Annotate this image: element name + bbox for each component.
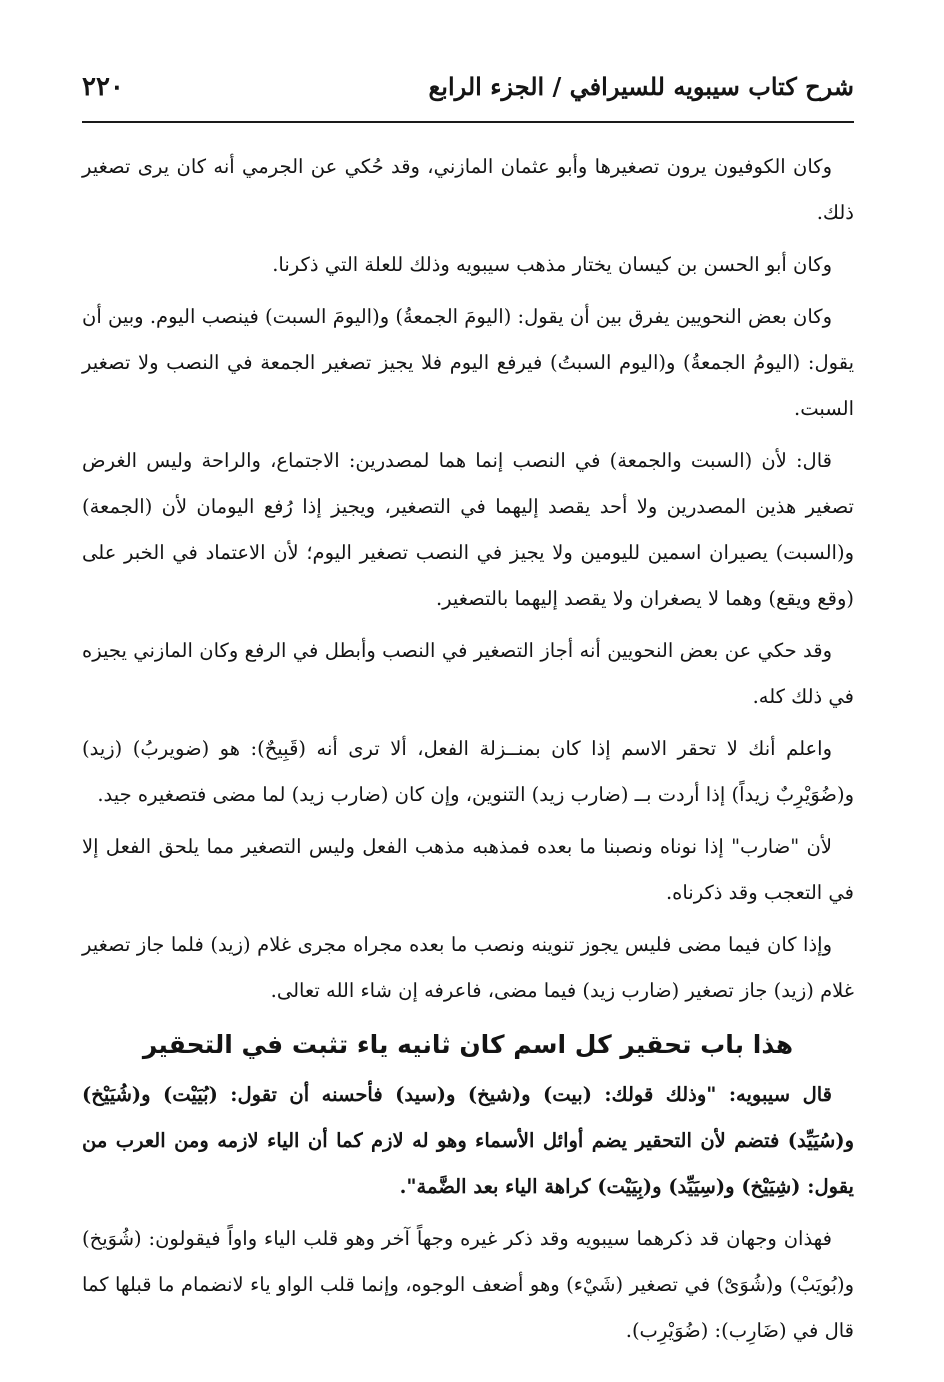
paragraph-6: واعلم أنك لا تحقر الاسم إذا كان بمنــزلة الفعل، ألا ترى أنه (قَبِيحٌ): هو (ضويربُ) (زيد) و(ضُوَيْرِبٌ زيداً) إذا أردت بــ (ضارب زيد) التنوين، وإن كان (ضارب زيد) لما مضى فتصغيره جيد. — [82, 737, 854, 806]
sibawayh-quote: قال سيبويه: "وذلك قولك: (بيت) و(شيخ) و(سيد) فأحسنه أن تقول: (بُيَيْت) و(شُيَيْخ) و(سُيَيِّد) فتضم لأن التحقير يضم أوائل الأسماء وهو له لازم كما أن الياء لازمه ومن العرب من يقول: (شِيَيْخ) و(سِيَيِّد) و(بِيَيْت) كراهة الياء بعد الضَّمة". — [82, 1083, 854, 1198]
paragraph-8: وإذا كان فيما مضى فليس يجوز تنوينه ونصب ما بعده مجراه مجرى غلام (زيد) فلما جاز تصغير غلام (زيد) جاز تصغير (ضارب زيد) فيما مضى، فاعرفه إن شاء الله تعالى. — [82, 933, 854, 1002]
document-page — [82, 60, 854, 1360]
section-heading: هذا باب تحقير كل اسم كان ثانيه ياء تثبت في التحقير — [142, 1030, 794, 1059]
page-number: ٢٢٠ — [82, 72, 124, 102]
paragraph-1: وكان الكوفيون يرون تصغيرها وأبو عثمان المازني، وقد حُكي عن الجرمي أنه كان يرى تصغير ذلك. — [82, 155, 854, 224]
paragraph-3: وكان بعض النحويين يفرق بين أن يقول: (اليومَ الجمعةُ) و(اليومَ السبت) فينصب اليوم. وبين أن يقول: (اليومُ الجمعةُ) و(اليوم السبتُ) فيرفع اليوم فلا يجيز تصغير الجمعة في النصب ولا تصغير السبت. — [82, 305, 854, 420]
section-paragraph-1: فهذان وجهان قد ذكرهما سيبويه وقد ذكر غيره وجهاً آخر وهو قلب الياء واواً فيقولون: (شُوَيخ) و(بُويَبْ) و(شُوَىْ) في تصغير (شَيْء) وهو أضعف الوجوه، وإنما قلب الواو ياء لانضمام ما قبلها كما قال في (ضَارِب): (ضُوَيْرِب). — [82, 1227, 854, 1342]
running-title: شرح كتاب سيبويه للسيرافي / الجزء الرابع — [428, 72, 854, 101]
paragraph-4: قال: لأن (السبت والجمعة) في النصب إنما هما لمصدرين: الاجتماع، والراحة وليس الغرض تصغير هذين المصدرين ولا أحد يقصد إليهما في التصغير، ويجيز إذا رُفع اليومان لأن (الجمعة) و(السبت) يصيران اسمين لليومين ولا يجيز في النصب تصغير اليوم؛ لأن الاعتماد في الخبر على (وقع ويقع) وهما لا يصغران ولا يقصد إليهما بالتصغير. — [82, 449, 854, 610]
paragraph-7: لأن "ضارب" إذا نوناه ونصبنا ما بعده فمذهبه مذهب الفعل وليس التصغير مما يلحق الفعل إلا في التعجب وقد ذكرناه. — [82, 835, 854, 904]
header-rule — [82, 121, 854, 123]
page-header — [82, 60, 854, 120]
paragraph-5: وقد حكي عن بعض النحويين أنه أجاز التصغير في النصب وأبطل في الرفع وكان المازني يجيزه في ذلك كله. — [82, 639, 854, 708]
body-text — [82, 120, 854, 1354]
paragraph-2: وكان أبو الحسن بن كيسان يختار مذهب سيبويه وذلك للعلة التي ذكرنا. — [272, 253, 832, 276]
